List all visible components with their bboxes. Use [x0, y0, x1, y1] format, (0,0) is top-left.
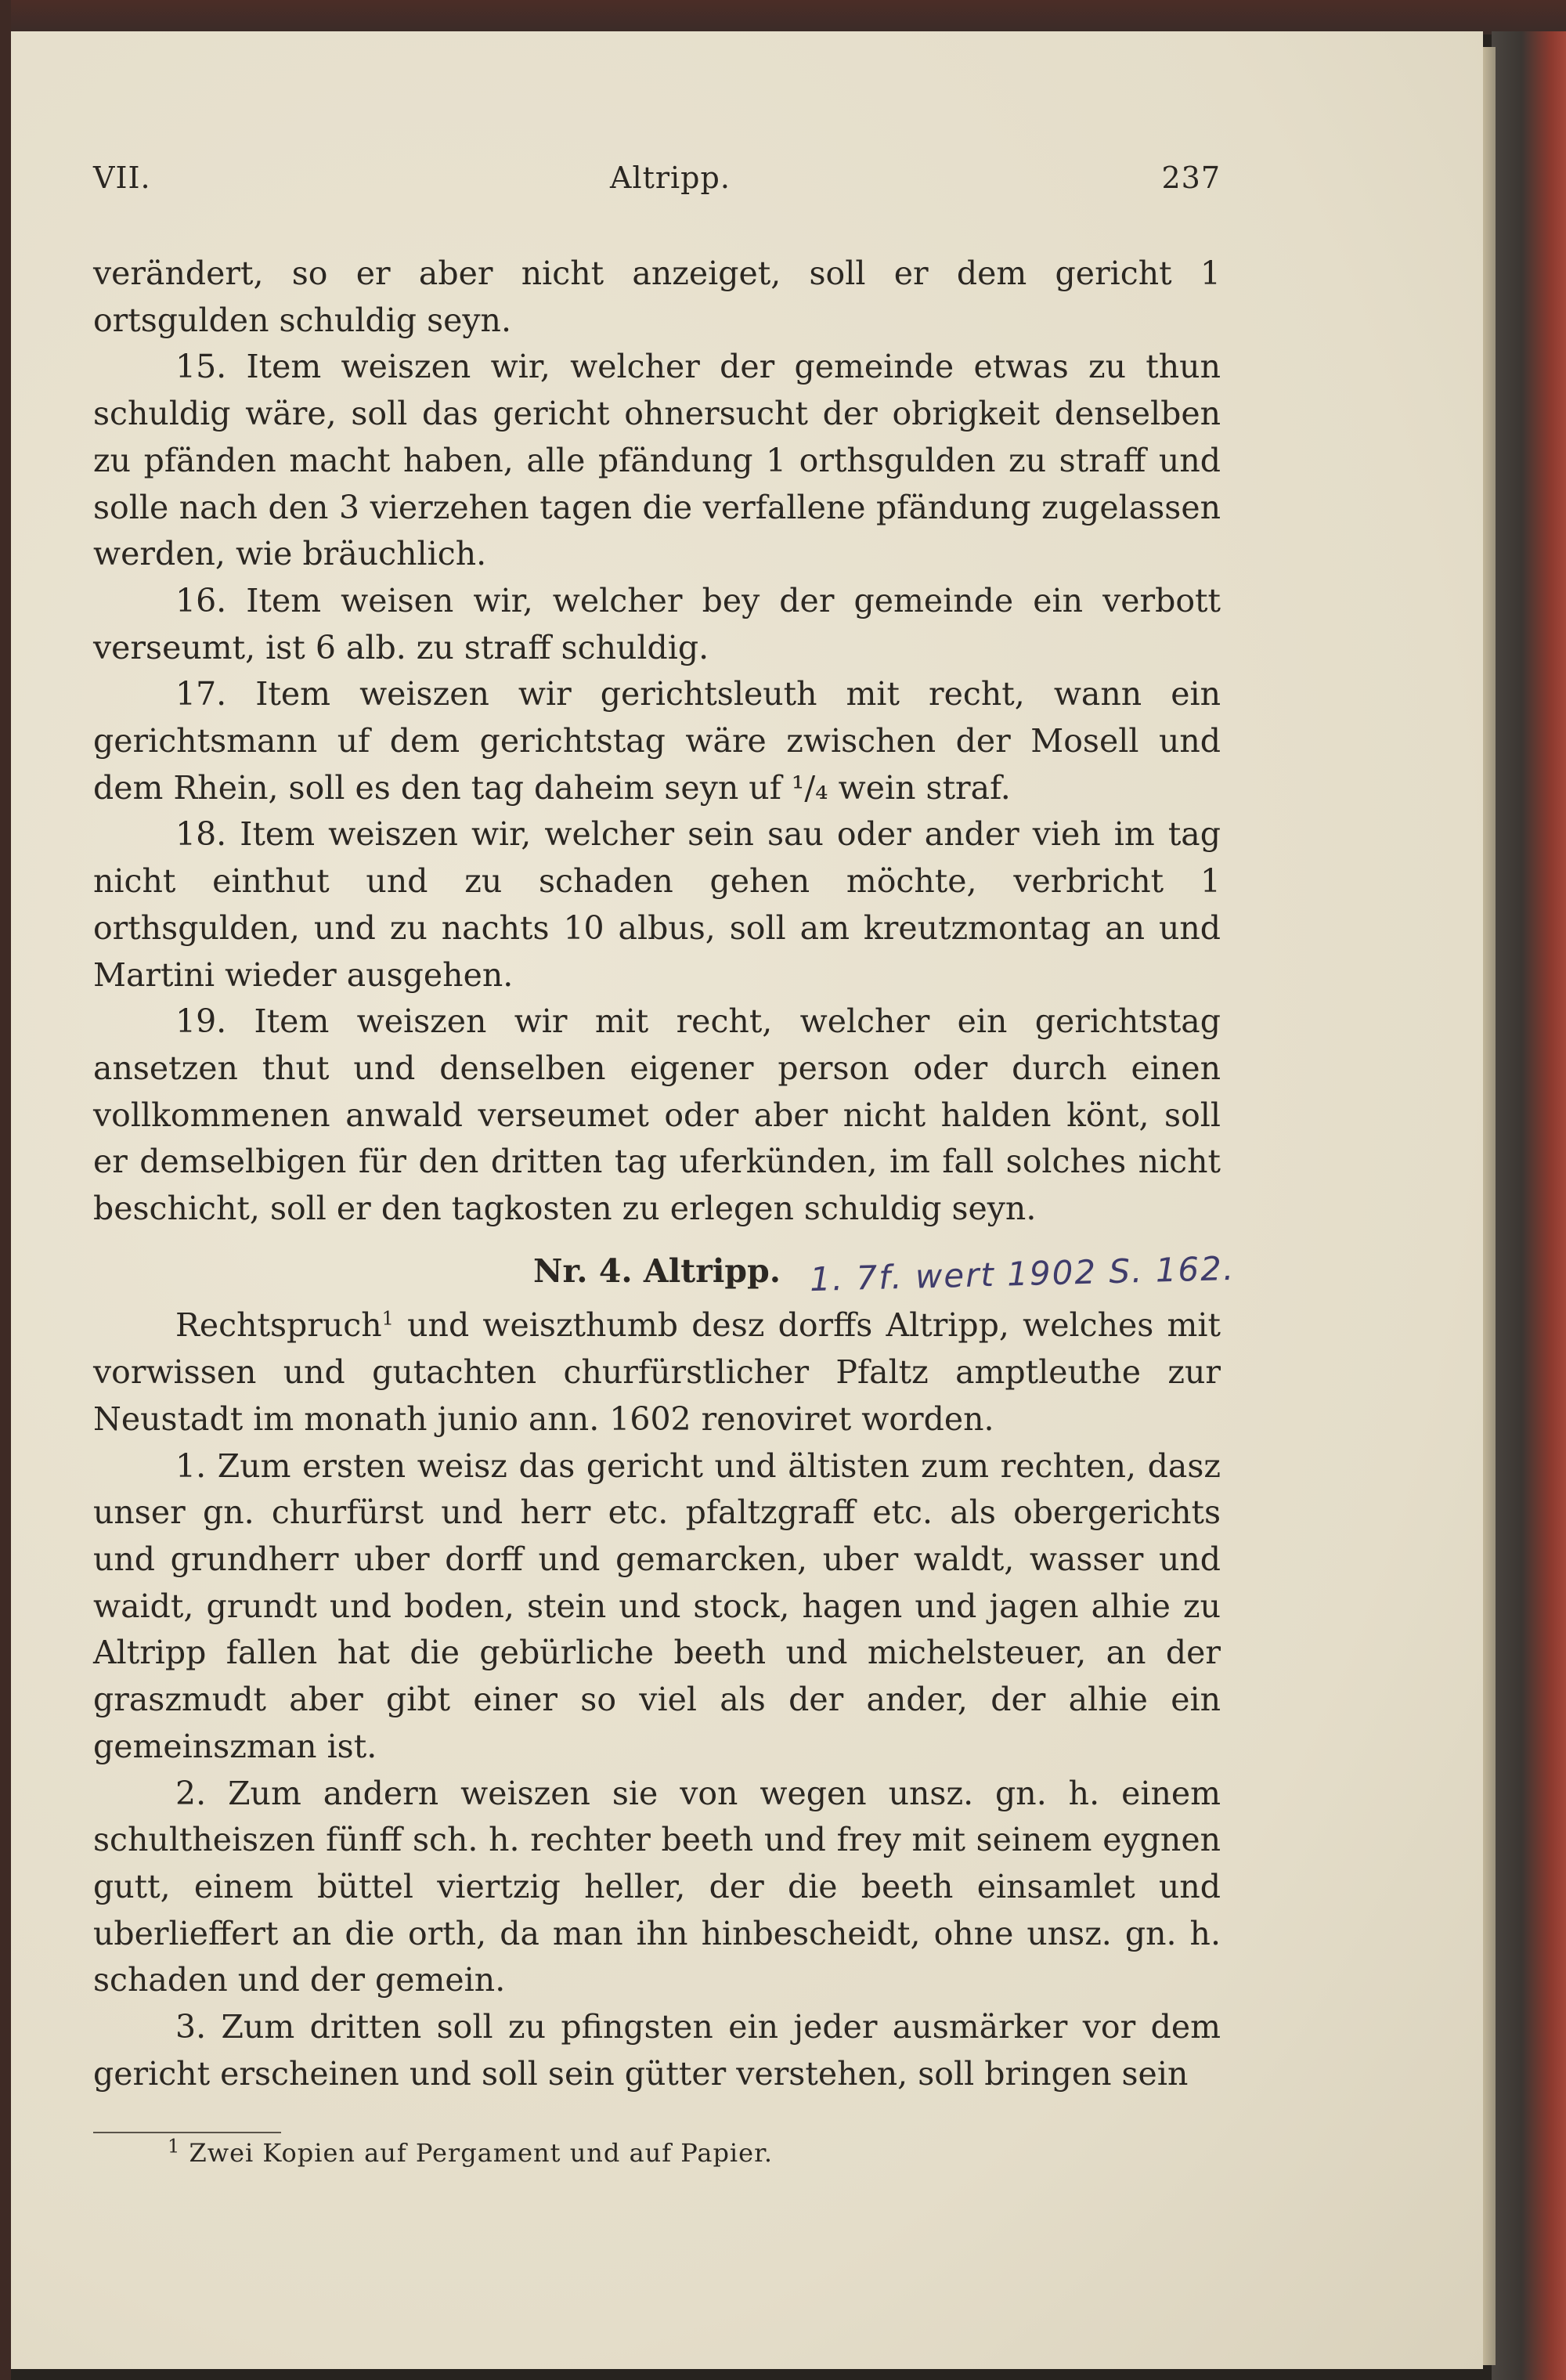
- paragraph-item-17: 17. Item weiszen wir gerichtsleuth mit recht, wann ein gerichtsmann uf dem gerichtstag wäre zwischen der Mosell und dem Rhein, soll es den tag daheim seyn uf ¹/₄ wein straf.: [93, 675, 1221, 807]
- paragraph-rechtspruch: [93, 1302, 1221, 1443]
- book-cover-top-edge: [0, 0, 1566, 34]
- paragraph-item-18: 18. Item weiszen wir, welcher sein sau oder ander vieh im tag nicht einthut und zu schaden gehen möchte, verbricht 1 orthsgulden, und zu nachts 10 albus, soll am kreutzmontag an und Martini wieder ausgehen.: [93, 815, 1221, 994]
- book-cover-left-edge: [0, 0, 11, 2380]
- footnote-text: Zwei Kopien auf Pergament und auf Papier.: [189, 2138, 774, 2168]
- running-head: [93, 161, 1221, 208]
- paragraph-continuation: verändert, so er aber nicht anzeiget, soll er dem gericht 1 ortsgulden schuldig seyn.: [93, 255, 1221, 339]
- paragraph-item-2: 2. Zum andern weiszen sie von wegen unsz. gn. h. einem schultheiszen fünff sch. h. rechter beeth und frey mit seinem eygnen gutt, einem büttel viertzig heller, der die beeth einsamlet und uberlieffert an die orth, da man ihn hinbescheidt, ohne unsz. gn. h. schaden und der gemein.: [93, 1774, 1221, 1999]
- running-head-title: Altripp.: [610, 161, 731, 195]
- paragraph-item-15: 15. Item weiszen wir, welcher der gemeinde etwas zu thun schuldig wäre, soll das gericht ohnersucht der obrigkeit denselben zu pfänden macht haben, alle pfändung 1 orthsgulden zu straff und solle nach den 3 vierzehen tagen die verfallene pfändung zugelassen werden, wie bräuchlich.: [93, 348, 1221, 573]
- footnote-reference: 1: [381, 1307, 394, 1330]
- chapter-number: VII.: [93, 161, 151, 195]
- footnote-divider: [93, 2132, 281, 2133]
- book-cover-right-edge: [1492, 31, 1566, 2380]
- page-number: 237: [1161, 161, 1221, 195]
- paragraph-item-1: 1. Zum ersten weisz das gericht und ältisten zum rechten, dasz unser gn. churfürst und herr etc. pfaltzgraff etc. als obergerichts und grundherr uber dorff und gemarcken, uber waldt, wasser und waidt, grundt und boden, stein und stock, hagen und jagen alhie zu Altripp fallen hat die gebürliche beeth und michelsteuer, an der graszmudt aber gibt einer so viel als der ander, der alhie ein gemeinszman ist.: [93, 1446, 1221, 1765]
- paragraph-item-19: 19. Item weiszen wir mit recht, welcher ein gerichtstag ansetzen thut und denselben eigener person oder durch einen vollkommenen anwald verseumet oder aber nicht halden könt, soll er demselbigen für den dritten tag uferkünden, im fall solches nicht beschicht, soll er den tagkosten zu erlegen schuldig seyn.: [93, 1002, 1221, 1228]
- rechtspruch-lead: Rechtspruch: [175, 1306, 382, 1345]
- footnote-mark: 1: [168, 2135, 181, 2158]
- footnote: [168, 2135, 774, 2168]
- book-page: [11, 31, 1483, 2369]
- paragraph-item-16: 16. Item weisen wir, welcher bey der gemeinde ein verbott verseumt, ist 6 alb. zu straff schuldig.: [93, 581, 1221, 666]
- handwritten-annotation: 1. 7f. wert 1902 S. 162.: [809, 1248, 1236, 1299]
- body-text: [93, 251, 1221, 2097]
- paragraph-item-3: 3. Zum dritten soll zu pfingsten ein jeder ausmärker vor dem gericht erscheinen und soll sein gütter verstehen, soll bringen sein: [93, 2008, 1221, 2093]
- rechtspruch-rest: und weiszthumb desz dorffs Altripp, welches mit vorwissen und gutachten churfürstlicher Pfaltz amptleuthe zur Neustadt im monath junio ann. 1602 renoviret worden.: [93, 1306, 1221, 1438]
- section-heading: Nr. 4. Altripp.: [532, 1251, 781, 1290]
